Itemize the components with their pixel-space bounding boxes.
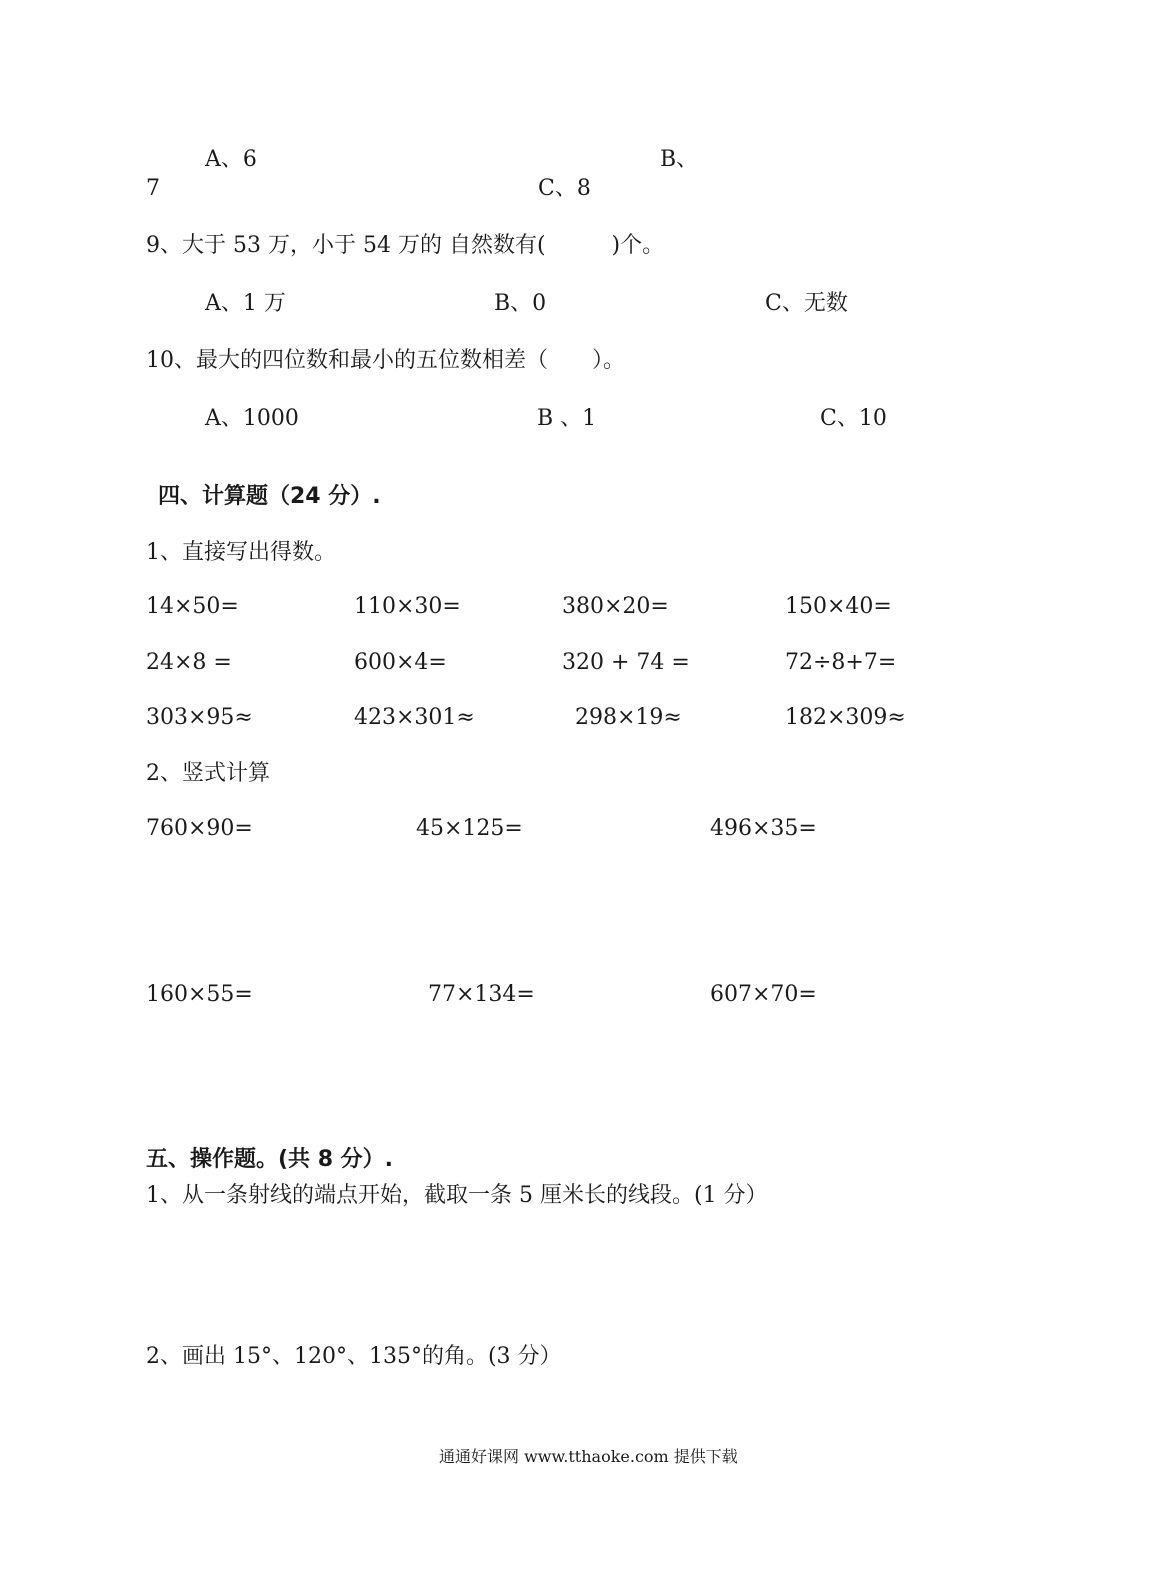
calc-item: 72÷8+7=	[785, 650, 897, 675]
vertical-calc-item: 496×35=	[710, 816, 817, 841]
section-4-part-1-title: 1、直接写出得数。	[146, 540, 336, 565]
footer-watermark-text: 通通好课网 www.tthaoke.com 提供下载	[439, 1447, 738, 1466]
calc-item: 14×50=	[146, 594, 239, 619]
calc-item: 600×4=	[354, 650, 447, 675]
section-4-heading: 四、计算题（24 分）.	[158, 484, 381, 509]
section-4-part-2-title: 2、竖式计算	[146, 761, 270, 786]
calc-item: 320 + 74 =	[562, 650, 690, 675]
q10-option-b: B 、1	[537, 406, 597, 431]
q9-option-a: A、1 万	[205, 291, 286, 316]
q8-option-c: C、8	[538, 176, 591, 201]
section-5-heading: 五、操作题。(共 8 分）.	[146, 1147, 394, 1172]
calc-item: 423×301≈	[354, 705, 475, 730]
section-5-question-2: 2、画出 15°、120°、135°的角。(3 分）	[146, 1344, 562, 1369]
calc-item: 150×40=	[785, 594, 892, 619]
calc-item: 298×19≈	[575, 705, 682, 730]
vertical-calc-item: 607×70=	[710, 982, 817, 1007]
q10-option-a: A、1000	[205, 406, 299, 431]
q8-option-b-value: 7	[146, 176, 160, 201]
vertical-calc-item: 45×125=	[416, 816, 523, 841]
vertical-calc-item: 77×134=	[428, 982, 535, 1007]
q9-question: 9、大于 53 万，小于 54 万的 自然数有( )个。	[146, 233, 665, 258]
calc-item: 380×20=	[562, 594, 669, 619]
q9-option-c: C、无数	[765, 291, 848, 316]
calc-item: 24×8 =	[146, 650, 232, 675]
calc-item: 303×95≈	[146, 705, 253, 730]
q8-option-a: A、6	[205, 147, 257, 172]
q10-question: 10、最大的四位数和最小的五位数相差（ ）。	[146, 348, 625, 373]
vertical-calc-item: 160×55=	[146, 982, 253, 1007]
q9-option-b: B、0	[494, 291, 547, 316]
section-5-question-1: 1、从一条射线的端点开始，截取一条 5 厘米长的线段。(1 分）	[146, 1183, 768, 1208]
q10-option-c: C、10	[820, 406, 887, 431]
calc-item: 110×30=	[354, 594, 461, 619]
vertical-calc-item: 760×90=	[146, 816, 253, 841]
q8-option-b: B、	[660, 147, 699, 172]
calc-item: 182×309≈	[785, 705, 906, 730]
